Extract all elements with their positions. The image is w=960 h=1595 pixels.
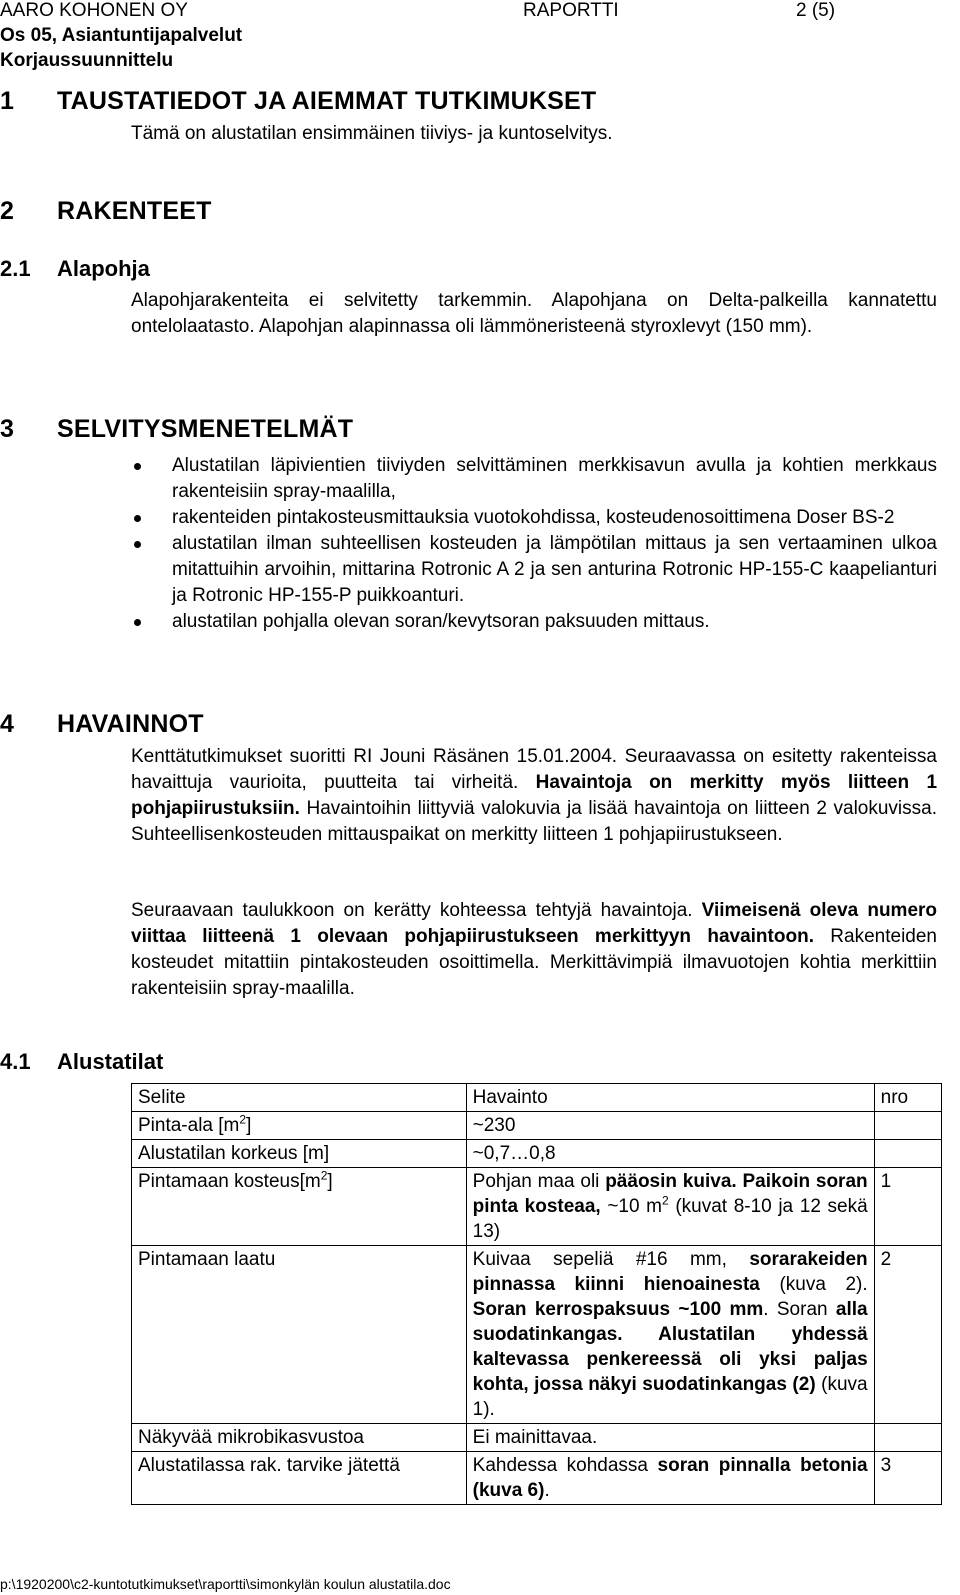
section-title: HAVAINNOT: [57, 710, 204, 738]
table-cell: 2: [874, 1246, 941, 1424]
header-doc-type: RAPORTTI: [523, 0, 619, 21]
text-run-bold: Havaintoja on merkitty myös liitteen 1 pohjapiirustuksiin.: [131, 772, 938, 819]
table-cell: Alustatilan korkeus [m]: [132, 1140, 467, 1168]
table-row: [132, 1168, 942, 1246]
table-cell: Kuivaa sepeliä #16 mm, sorarakeiden pinnassa kiinni hienoainesta (kuva 2). Soran kerrospaksuus ~100 mm. Soran alla suodatinkangas. Alustatilan yhdessä kaltevassa penkereessä oli yksi paljas kohta, jossa näkyi suodatinkangas (2) (kuva 1).: [466, 1246, 874, 1424]
section-4-paragraph-1: [131, 744, 937, 848]
header-company: AARO KOHONEN OY: [0, 0, 188, 21]
section-title: RAKENTEET: [57, 197, 212, 225]
table-row: [132, 1140, 942, 1168]
table-header-cell: Havainto: [466, 1084, 874, 1112]
text-run: Seuraavaan taulukkoon on kerätty kohteessa tehtyjä havaintoja.: [131, 900, 702, 921]
text-run: Havaintoihin liittyviä valokuvia ja lisää havaintoja on liitteen 2 valokuvissa. Suhteellisenkosteuden mittauspaikat on merkitty liitteen 1 pohjapiirustukseen.: [131, 798, 937, 845]
table-row: [132, 1112, 942, 1140]
subsection-number: 4.1: [0, 1049, 31, 1074]
table-cell: [874, 1140, 941, 1168]
list-item-text: alustatilan ilman suhteellisen kosteuden ja lämpötilan mittaus ja sen vertaaminen ulkoa mitattuihin arvoihin, mittarina Rotronic A 2 ja sen anturina Rotronic HP-155-C kaapelianturi ja Rotronic HP-155-P puikkoanturi.: [172, 533, 937, 606]
table-cell: ~230: [466, 1112, 874, 1140]
section-number: 3: [0, 415, 15, 443]
table-cell: Pintamaan laatu: [132, 1246, 467, 1424]
list-item-text: rakenteiden pintakosteusmittauksia vuotokohdissa, kosteudenosoittimena Doser BS-2: [172, 507, 895, 528]
text-run: Kenttätutkimukset suoritti RI Jouni Räsänen 15.01.2004. Seuraavassa on esitetty rakenteissa havaittuja vaurioita, puutteita tai virheitä.: [131, 746, 937, 793]
table-cell: Kahdessa kohdassa soran pinnalla betonia (kuva 6).: [466, 1452, 874, 1505]
bullet-icon: [134, 463, 141, 470]
list-item: [131, 531, 937, 609]
list-item-text: alustatilan pohjalla olevan soran/kevytsoran paksuuden mittaus.: [172, 611, 710, 632]
header-dept: Os 05, Asiantuntijapalvelut: [0, 25, 243, 46]
table-cell: ~0,7…0,8: [466, 1140, 874, 1168]
table-cell: 1: [874, 1168, 941, 1246]
section-number: 4: [0, 710, 15, 738]
header-unit: Korjaussuunnittelu: [0, 50, 174, 71]
list-item: [131, 609, 937, 635]
table-cell: Näkyvää mikrobikasvustoa: [132, 1424, 467, 1452]
text-run: Rakenteiden kosteudet mitattiin pintakosteuden osoittimella. Merkittävimpiä ilmavuotojen kohtia merkittiin rakenteisiin spray-maalilla.: [131, 926, 937, 999]
subsection-title: Alustatilat: [57, 1049, 164, 1074]
table-cell: Alustatilassa rak. tarvike jätettä: [132, 1452, 467, 1505]
observations-table: [131, 1083, 942, 1505]
header-page: 2 (5): [796, 0, 836, 21]
table-cell: 3: [874, 1452, 941, 1505]
table-cell: [874, 1112, 941, 1140]
bullet-icon: [134, 541, 141, 548]
table-cell: [874, 1424, 941, 1452]
table-header-cell: Selite: [132, 1084, 467, 1112]
table-cell: Ei mainittavaa.: [466, 1424, 874, 1452]
section-number: 1: [0, 87, 15, 115]
methods-list: [131, 453, 937, 635]
table-row: [132, 1452, 942, 1505]
bullet-icon: [134, 619, 141, 626]
subsection-title: Alapohja: [57, 256, 150, 281]
footer-file-path: p:\1920200\c2-kuntotutkimukset\raportti\simonkylän koulun alustatila.doc: [0, 1576, 451, 1592]
list-item-text: Alustatilan läpivientien tiiviyden selvittäminen merkkisavun avulla ja kohtien merkkaus rakenteisiin spray-maalilla,: [172, 455, 937, 502]
subsection-number: 2.1: [0, 256, 31, 281]
bullet-icon: [134, 515, 141, 522]
section-title: SELVITYSMENETELMÄT: [57, 415, 354, 443]
table-cell: Pintamaan $kosteus[m^2]$: [132, 1168, 467, 1246]
table-header-row: [132, 1084, 942, 1112]
table-row: [132, 1246, 942, 1424]
text-run-bold: Viimeisenä oleva numero viittaa liitteenä 1 olevaan pohjapiirustukseen merkittyyn havaintoon.: [131, 900, 938, 947]
section-4-paragraph-2: [131, 898, 937, 1002]
list-item: [131, 505, 937, 531]
section-2-text: Alapohjarakenteita ei selvitetty tarkemmin. Alapohjana on Delta-palkeilla kannatettu ontelolaatasto. Alapohjan alapinnassa oli lämmöneristeenä styroxlevyt (150 mm).: [131, 290, 937, 337]
table-row: [132, 1424, 942, 1452]
section-title: TAUSTATIEDOT JA AIEMMAT TUTKIMUKSET: [57, 87, 597, 115]
section-number: 2: [0, 197, 15, 225]
table-cell: Pinta-ala $[m^2]$: [132, 1112, 467, 1140]
section-1-text: Tämä on alustatilan ensimmäinen tiiviys- ja kuntoselvitys.: [131, 123, 613, 144]
table-cell: Pohjan maa oli pääosin kuiva. Paikoin soran pinta kosteaa, ~10 $m^2$ (kuvat 8-10 ja 12 sekä 13): [466, 1168, 874, 1246]
table-header-cell: nro: [874, 1084, 941, 1112]
list-item: [131, 453, 937, 505]
